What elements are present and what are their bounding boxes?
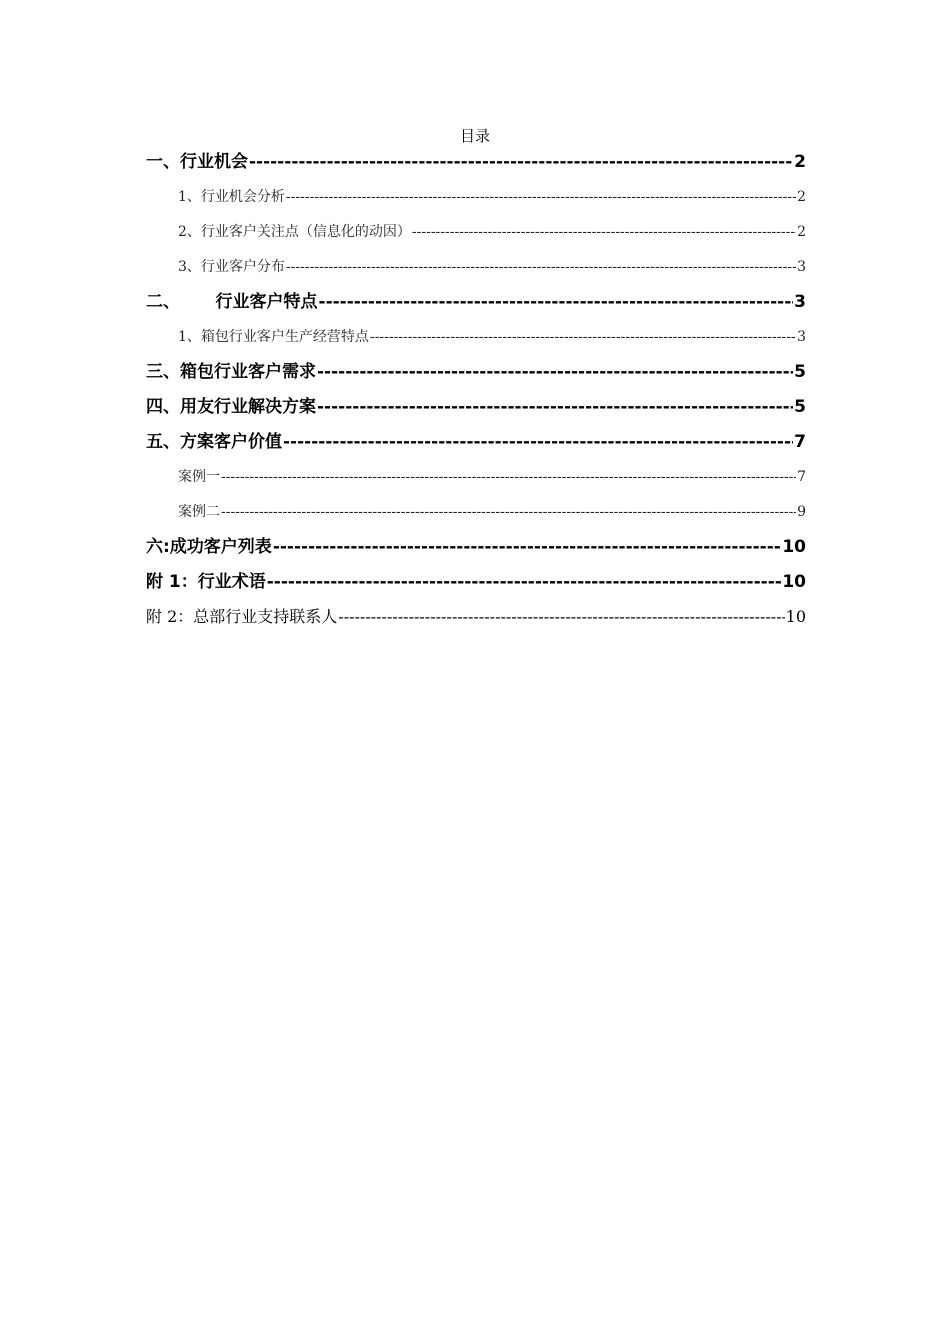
toc-entry-case-two[interactable] <box>146 498 806 533</box>
toc-entry-industry-opportunity[interactable] <box>146 148 806 183</box>
toc-page-number: 2 <box>797 189 806 205</box>
toc-entry-label: 附 1：行业术语 <box>146 572 266 592</box>
toc-dot-leader <box>286 253 796 281</box>
toc-dot-leader <box>286 183 796 211</box>
toc-entry-case-one[interactable] <box>146 463 806 498</box>
toc-page-number: 7 <box>794 432 806 452</box>
toc-dot-leader <box>221 498 796 526</box>
toc-page-number: 5 <box>794 397 806 417</box>
toc-dot-leader <box>273 533 782 561</box>
toc-page-number: 2 <box>794 152 806 172</box>
toc-page-number: 10 <box>782 572 806 592</box>
toc-dot-leader <box>412 218 796 246</box>
toc-entry-label: 二、 行业客户特点 <box>146 292 318 312</box>
toc-dot-leader <box>370 323 796 351</box>
toc-dot-leader <box>283 428 793 456</box>
toc-page-number: 9 <box>797 504 806 520</box>
toc-entry-label: 案例一 <box>178 469 220 485</box>
toc-title: 目录 <box>459 127 490 145</box>
toc-entry-label: 一、行业机会 <box>146 152 248 172</box>
toc-entry-label: 1、行业机会分析 <box>178 189 285 205</box>
toc-entry-customer-value[interactable] <box>146 428 806 463</box>
toc-page-number: 3 <box>797 329 806 345</box>
toc-dot-leader <box>221 463 796 491</box>
toc-entry-customer-concerns[interactable] <box>146 218 806 253</box>
toc-dot-leader <box>338 603 784 631</box>
toc-page-number: 3 <box>794 292 806 312</box>
toc-page-number: 5 <box>794 362 806 382</box>
table-of-contents <box>146 148 806 638</box>
toc-entry-label: 3、行业客户分布 <box>178 259 285 275</box>
toc-dot-leader <box>319 288 794 316</box>
toc-page-number: 2 <box>797 224 806 240</box>
toc-page-number: 3 <box>797 259 806 275</box>
toc-dot-leader <box>249 148 793 176</box>
toc-page-number: 10 <box>785 607 806 626</box>
toc-entry-success-customers[interactable] <box>146 533 806 568</box>
toc-dot-leader <box>267 568 782 596</box>
toc-entry-label: 三、箱包行业客户需求 <box>146 362 316 382</box>
toc-entry-label: 案例二 <box>178 504 220 520</box>
toc-entry-label: 附 2：总部行业支持联系人 <box>146 607 338 626</box>
toc-entry-label: 2、行业客户关注点（信息化的动因） <box>178 224 411 240</box>
toc-page-number: 7 <box>797 469 806 485</box>
toc-entry-customer-needs[interactable] <box>146 358 806 393</box>
toc-entry-customer-characteristics[interactable] <box>146 288 806 323</box>
toc-entry-label: 1、箱包行业客户生产经营特点 <box>178 329 369 345</box>
toc-entry-appendix-terms[interactable] <box>146 568 806 603</box>
toc-entry-label: 六:成功客户列表 <box>146 537 272 557</box>
toc-entry-industry-solution[interactable] <box>146 393 806 428</box>
toc-entry-appendix-contacts[interactable] <box>146 603 806 638</box>
toc-entry-label: 五、方案客户价值 <box>146 432 282 452</box>
toc-entry-opportunity-analysis[interactable] <box>146 183 806 218</box>
toc-entry-production-features[interactable] <box>146 323 806 358</box>
toc-dot-leader <box>317 358 793 386</box>
toc-entry-customer-distribution[interactable] <box>146 253 806 288</box>
toc-page-number: 10 <box>782 537 806 557</box>
toc-entry-label: 四、用友行业解决方案 <box>146 397 316 417</box>
toc-dot-leader <box>317 393 793 421</box>
